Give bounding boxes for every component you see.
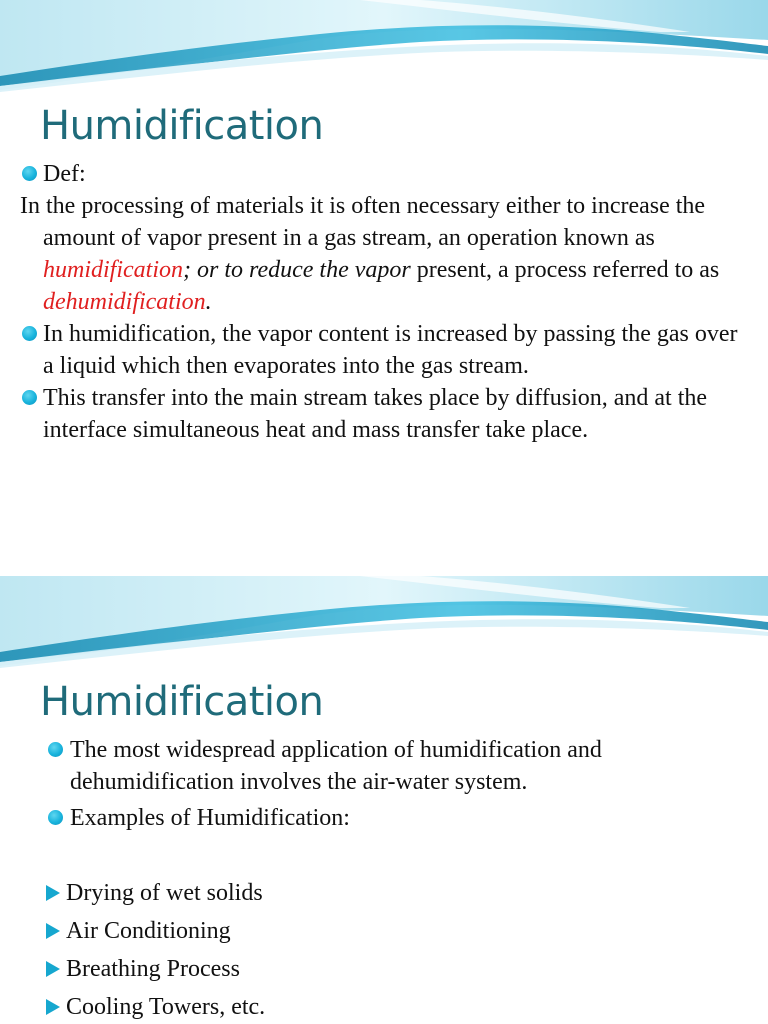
slide-title: Humidification (40, 103, 324, 149)
list-item (46, 874, 746, 912)
bullet-dot-icon (22, 390, 37, 405)
arrow-bullet-icon (46, 923, 60, 939)
list-item (46, 912, 746, 950)
bullet-air-water (48, 734, 746, 798)
decorative-wave-header (0, 0, 768, 100)
example-text: Breathing Process (66, 956, 240, 982)
slide-2 (0, 576, 768, 1024)
example-text: Air Conditioning (66, 918, 231, 944)
definition-text-d: . (205, 289, 212, 315)
bullet-def (20, 158, 746, 190)
highlight-humidification: humidification (43, 257, 183, 283)
definition-text-a: In the processing of materials it is often necessary either to increase the amount of vapor present in a gas stream, an operation known as (20, 193, 706, 251)
definition-text-b: ; or to reduce the vapor (183, 257, 411, 283)
bullet-examples (48, 802, 746, 834)
bullet-text: In humidification, the vapor content is increased by passing the gas over a liquid which then evaporates into the gas stream. (43, 321, 738, 379)
highlight-dehumidification: dehumidification (43, 289, 206, 315)
bullet-dot-icon (48, 810, 63, 825)
example-text: Drying of wet solids (66, 880, 263, 906)
arrow-bullet-icon (46, 999, 60, 1015)
def-label: Def: (43, 161, 86, 187)
arrow-bullet-icon (46, 961, 60, 977)
spacer (48, 834, 746, 874)
bullet-text: The most widespread application of humidification and dehumidification involves the air-water system. (70, 737, 602, 795)
list-item (46, 988, 746, 1024)
bullet-text: This transfer into the main stream takes place by diffusion, and at the interface simultaneous heat and mass transfer take place. (43, 385, 708, 443)
bullet-dot-icon (22, 326, 37, 341)
bullet-vapor-content (20, 318, 746, 382)
list-item (46, 950, 746, 988)
slide-body (48, 734, 746, 1024)
slide-body (20, 158, 746, 446)
arrow-bullet-icon (46, 885, 60, 901)
decorative-wave-header (0, 576, 768, 676)
bullet-diffusion (20, 382, 746, 446)
bullet-text: Examples of Humidification: (70, 805, 350, 831)
definition-text-c: present, a process referred to as (410, 257, 720, 283)
bullet-dot-icon (22, 166, 37, 181)
example-text: Cooling Towers, etc. (66, 994, 266, 1020)
bullet-dot-icon (48, 742, 63, 757)
definition-paragraph (20, 190, 746, 318)
slide-title: Humidification (40, 679, 324, 725)
